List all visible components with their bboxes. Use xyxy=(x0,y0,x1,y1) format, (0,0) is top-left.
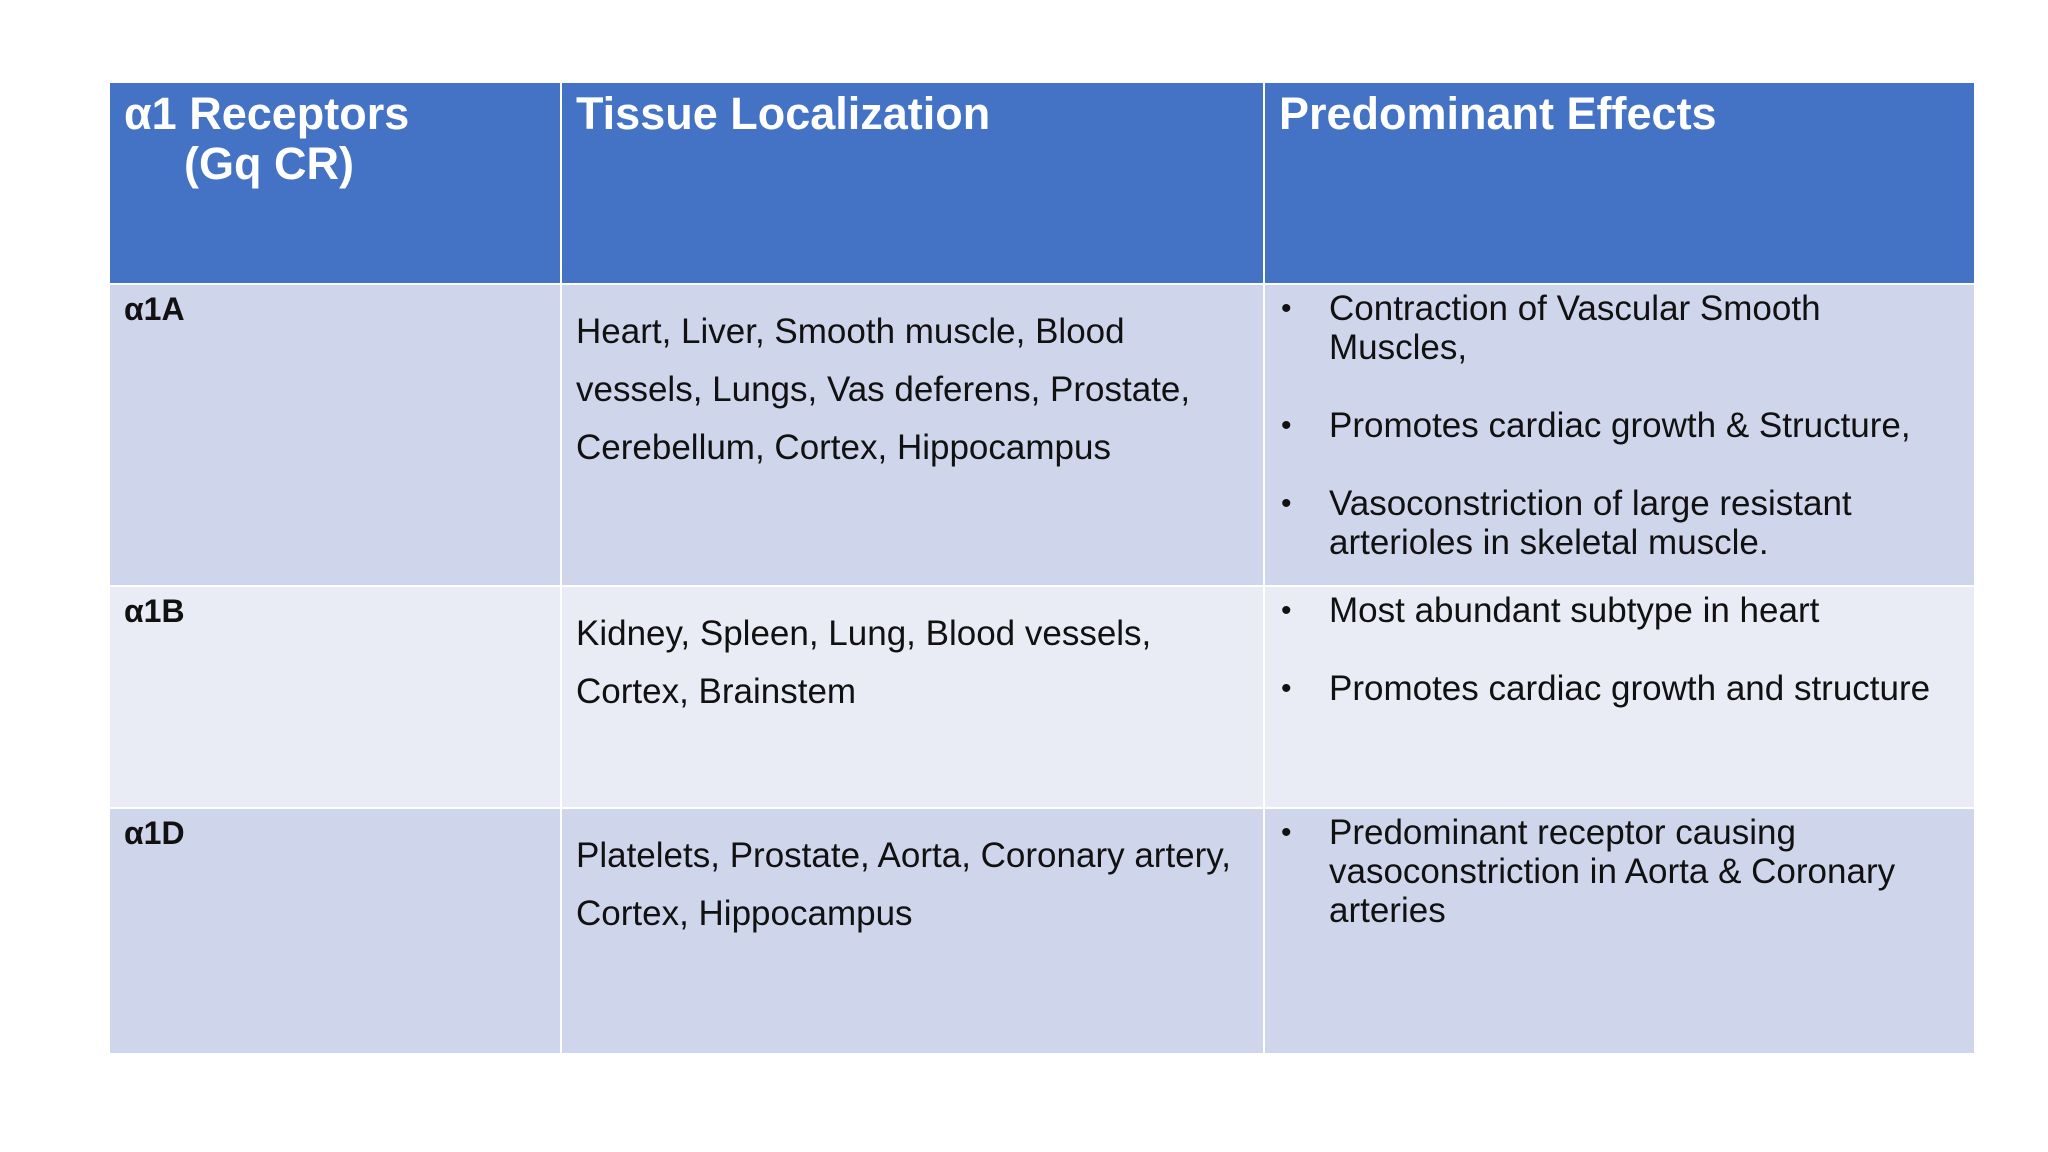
header-receptors-title: α1 Receptors xyxy=(124,88,410,139)
subtype-cell xyxy=(109,284,561,586)
bullet-dot-icon: • xyxy=(1281,672,1292,705)
tissue-cell xyxy=(561,586,1264,808)
effects-list xyxy=(1265,809,1974,930)
header-effects-label: Predominant Effects xyxy=(1279,88,1717,139)
tissue-cell xyxy=(561,808,1264,1054)
header-receptors xyxy=(109,82,561,284)
effect-item xyxy=(1281,813,1960,930)
header-tissue xyxy=(561,82,1264,284)
subtype-cell xyxy=(109,808,561,1054)
effects-list xyxy=(1265,587,1974,708)
effect-item xyxy=(1281,406,1960,445)
header-effects xyxy=(1264,82,1975,284)
subtype-label: α1A xyxy=(124,291,185,327)
effect-item xyxy=(1281,669,1960,708)
effect-item xyxy=(1281,484,1960,562)
tissue-cell xyxy=(561,284,1264,586)
effect-text: Promotes cardiac growth and structure xyxy=(1329,669,1931,708)
effects-cell xyxy=(1264,808,1975,1054)
table-row xyxy=(109,586,1975,808)
effect-text: Vasoconstriction of large resistant arterioles in skeletal muscle. xyxy=(1329,484,1852,562)
table-row xyxy=(109,284,1975,586)
header-receptors-subtitle: (Gq CR) xyxy=(184,138,354,189)
tissue-text: Kidney, Spleen, Lung, Blood vessels, Cortex, Brainstem xyxy=(576,614,1152,711)
subtype-label: α1D xyxy=(124,815,185,851)
effects-cell xyxy=(1264,284,1975,586)
effects-cell xyxy=(1264,586,1975,808)
bullet-dot-icon: • xyxy=(1281,292,1292,325)
bullet-dot-icon: • xyxy=(1281,409,1292,442)
effect-item xyxy=(1281,591,1960,630)
effect-text: Contraction of Vascular Smooth Muscles, xyxy=(1329,289,1821,367)
subtype-label: α1B xyxy=(124,593,185,629)
effects-list xyxy=(1265,285,1974,562)
subtype-cell xyxy=(109,586,561,808)
effect-text: Promotes cardiac growth & Structure, xyxy=(1329,406,1911,445)
bullet-dot-icon: • xyxy=(1281,487,1292,520)
bullet-dot-icon: • xyxy=(1281,816,1292,849)
effect-text: Most abundant subtype in heart xyxy=(1329,591,1820,630)
effect-item xyxy=(1281,289,1960,367)
bullet-dot-icon: • xyxy=(1281,594,1292,627)
effect-text: Predominant receptor causing vasoconstriction in Aorta & Coronary arteries xyxy=(1329,813,1896,930)
table-row xyxy=(109,808,1975,1054)
tissue-text: Heart, Liver, Smooth muscle, Blood vessels, Lungs, Vas deferens, Prostate, Cerebellum, Cortex, Hippocampus xyxy=(576,312,1191,467)
receptor-table xyxy=(108,81,1976,1055)
header-tissue-label: Tissue Localization xyxy=(576,88,991,139)
tissue-text: Platelets, Prostate, Aorta, Coronary artery, Cortex, Hippocampus xyxy=(576,836,1231,933)
table-header-row xyxy=(109,82,1975,284)
